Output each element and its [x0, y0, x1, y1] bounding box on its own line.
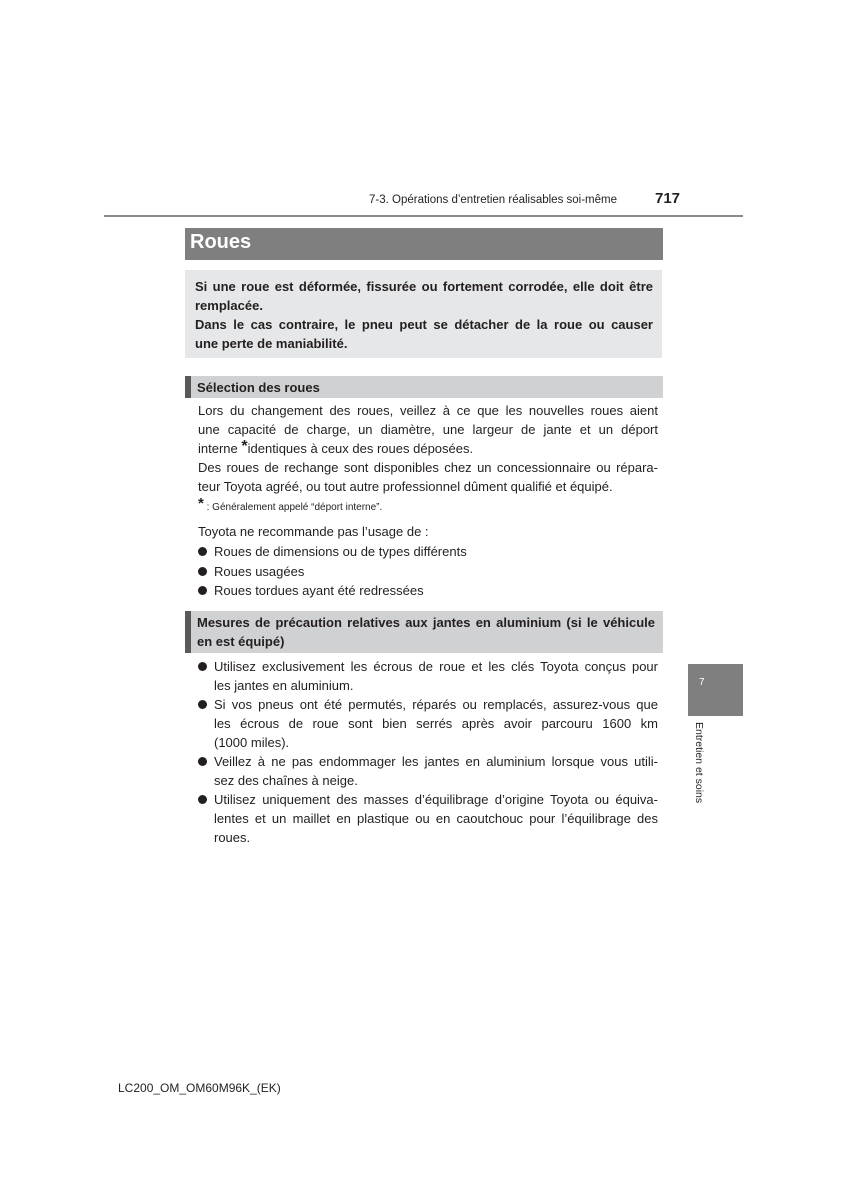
bullet-dot [198, 547, 207, 556]
section-heading-alloy [185, 611, 663, 653]
title-bar [185, 228, 663, 260]
footnote-star: * [241, 438, 248, 455]
section-title: 7-3. Opérations d’entretien réalisables soi-même [369, 194, 618, 206]
list-item-text: roues. [214, 830, 251, 845]
paragraph-line: teur Toyota agréé, ou tout autre professionnel dûment qualifié et équipé. [198, 479, 613, 494]
list-item-text: Roues usagées [214, 564, 305, 579]
list-intro: Toyota ne recommande pas l’usage de : [198, 524, 429, 539]
chapter-number: 7 [699, 677, 705, 688]
page-number: 717 [655, 190, 681, 207]
chapter-tab[interactable] [688, 664, 743, 716]
document-code: LC200_OM_OM60M96K_(EK) [118, 1081, 281, 1095]
warning-line-1b: remplacée. [195, 298, 263, 313]
footnote [198, 497, 382, 514]
heading-accent [185, 376, 191, 398]
text-fragment: interne [198, 441, 242, 456]
page-title: Roues [190, 231, 252, 253]
warning-line-2b: une perte de maniabilité. [195, 336, 348, 351]
text-fragment: identiques à ceux des roues déposées. [247, 441, 474, 456]
warning-line-1a: Si une roue est déformée, fissurée ou fortement corrodée, elle doit être [195, 279, 653, 294]
paragraph-line: Lors du changement des roues, veillez à ce que les nouvelles roues aient [198, 403, 658, 418]
bullet-dot [198, 586, 207, 595]
bullet-dot [198, 757, 207, 766]
section-heading-text: Sélection des roues [197, 380, 320, 395]
list-item-text: (1000 miles). [214, 735, 290, 750]
warning-box [185, 270, 662, 358]
paragraph-line [198, 439, 658, 458]
list-item-text: lentes et un maillet en plastique ou en caoutchouc pour l’équilibrage des [214, 811, 658, 826]
chapter-label-text: Entretien et soins [693, 722, 705, 804]
list-item-text: Si vos pneus ont été permutés, réparés ou remplacés, assurez-vous que [214, 697, 658, 712]
footnote-star: * [198, 495, 204, 512]
bullet-dot [198, 700, 207, 709]
list-item-text: Utilisez exclusivement les écrous de roue et les clés Toyota conçus pour [214, 659, 658, 674]
header-divider [104, 215, 743, 217]
section-heading-selection [185, 376, 663, 398]
footnote-text: : Généralement appelé “déport interne”. [206, 502, 383, 513]
warning-line-2a: Dans le cas contraire, le pneu peut se détacher de la roue ou causer [195, 317, 653, 332]
section-heading-text: Mesures de précaution relatives aux jantes en aluminium (si le véhicule [197, 615, 655, 630]
list-item-text: Roues de dimensions ou de types différents [214, 544, 467, 559]
list-item-text: Roues tordues ayant été redressées [214, 583, 424, 598]
paragraph-line: une capacité de charge, un diamètre, une largeur de jante et un déport [198, 422, 658, 437]
section-heading-text: en est équipé) [197, 634, 285, 649]
list-item-text: Veillez à ne pas endommager les jantes en aluminium lorsque vous utili- [214, 754, 658, 769]
bullet-dot [198, 662, 207, 671]
list-item-text: les jantes en aluminium. [214, 678, 354, 693]
list-item-text: sez des chaînes à neige. [214, 773, 358, 788]
bullet-dot [198, 567, 207, 576]
list-item-text: Utilisez uniquement des masses d’équilibrage d’origine Toyota ou équiva- [214, 792, 658, 807]
heading-accent [185, 611, 191, 653]
bullet-dot [198, 795, 207, 804]
paragraph-line: Des roues de rechange sont disponibles chez un concessionnaire ou répara- [198, 460, 658, 475]
chapter-label [693, 722, 705, 817]
list-item-text: les écrous de roue sont bien serrés après avoir parcouru 1600 km [214, 716, 658, 731]
